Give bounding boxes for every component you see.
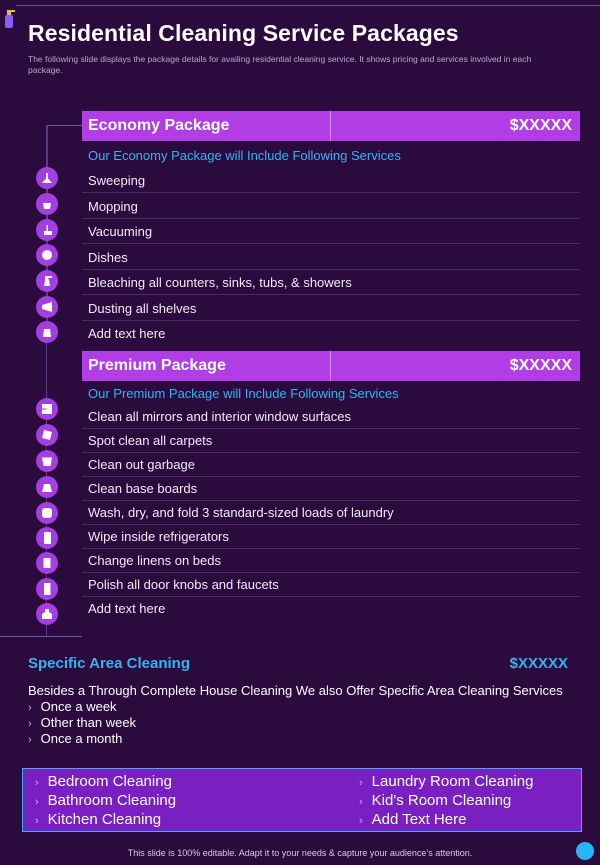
door-knob-icon	[36, 578, 58, 600]
premium-item: Change linens on beds	[82, 548, 580, 573]
left-bracket-bottom	[0, 636, 47, 637]
premium-item: Clean all mirrors and interior window surfaces	[82, 404, 580, 429]
baseboard-icon	[36, 476, 58, 498]
area-service-item: › Laundry Room Cleaning	[359, 773, 534, 790]
refrigerator-icon	[36, 527, 58, 549]
area-service-item: › Bathroom Cleaning	[35, 792, 177, 809]
specific-area-title: Specific Area Cleaning	[28, 655, 190, 672]
bullet-icon: ›	[28, 718, 32, 730]
area-services-box	[22, 768, 582, 832]
economy-intro: Our Economy Package will Include Following Services	[88, 148, 401, 163]
premium-item: Wipe inside refrigerators	[82, 524, 580, 549]
premium-item: Clean out garbage	[82, 452, 580, 477]
vacuum-icon	[36, 219, 58, 241]
premium-package-name: Premium Package	[88, 357, 226, 374]
spray-bottle-icon	[36, 270, 58, 292]
window-icon	[36, 398, 58, 420]
left-bracket-corner	[46, 125, 82, 126]
bullet-icon: ›	[28, 734, 32, 746]
dishes-icon	[36, 244, 58, 266]
premium-item: Spot clean all carpets	[82, 428, 580, 453]
bullet-icon: ›	[35, 796, 39, 808]
bed-linen-icon	[36, 552, 58, 574]
bullet-icon: ›	[35, 777, 39, 789]
economy-package-header	[82, 111, 580, 141]
economy-item: Add text here	[88, 326, 166, 341]
mop-bucket-icon	[36, 193, 58, 215]
economy-item: Vacuuming	[82, 219, 580, 244]
economy-package-name: Economy Package	[88, 117, 230, 134]
laundry-icon	[36, 502, 58, 524]
page-title: Residential Cleaning Service Packages	[28, 20, 459, 46]
footer-note: This slide is 100% editable. Adapt it to your needs & capture your audience’s attention.	[127, 848, 473, 858]
premium-item: Polish all door knobs and faucets	[82, 572, 580, 597]
economy-item: Dishes	[82, 245, 580, 270]
bullet-icon: ›	[359, 777, 363, 789]
duster-icon	[36, 296, 58, 318]
premium-item: Clean base boards	[82, 476, 580, 501]
carpet-icon	[36, 424, 58, 446]
economy-item: Bleaching all counters, sinks, tubs, & showers	[82, 270, 580, 295]
area-service-item: › Kid's Room Cleaning	[359, 792, 512, 809]
bullet-icon: ›	[359, 815, 363, 827]
garbage-icon	[36, 450, 58, 472]
economy-item: Sweeping	[82, 168, 580, 193]
area-service-item: › Add Text Here	[359, 811, 467, 828]
frequency-item: › Once a week	[28, 699, 117, 714]
specific-area-price: $XXXXX	[509, 655, 568, 672]
area-service-item: › Bedroom Cleaning	[35, 773, 172, 790]
frequency-item: › Once a month	[28, 731, 123, 746]
specific-area-description: Besides a Through Complete House Cleaning We also Offer Specific Area Cleaning Services	[28, 683, 563, 698]
economy-item: Mopping	[82, 194, 580, 219]
premium-item: Wash, dry, and fold 3 standard-sized loads of laundry	[82, 500, 580, 525]
frequency-item: › Other than week	[28, 715, 137, 730]
page-subtitle: The following slide displays the package details for availing residential cleaning service. It shows pricing and services involved in each package.	[28, 54, 532, 75]
cleaning-bag-icon	[36, 321, 58, 343]
top-border-line	[16, 5, 600, 6]
premium-package-header	[82, 351, 580, 381]
area-service-item: › Kitchen Cleaning	[35, 811, 162, 828]
premium-intro: Our Premium Package will Include Following Services	[88, 386, 399, 401]
bullet-icon: ›	[359, 796, 363, 808]
economy-item: Dusting all shelves	[82, 296, 580, 321]
accent-dot-icon	[576, 842, 594, 860]
broom-icon	[36, 167, 58, 189]
bullet-icon: ›	[28, 702, 32, 714]
spray-bottle-icon	[2, 8, 16, 30]
economy-package-price: $XXXXX	[330, 111, 580, 141]
cleaning-supplies-icon	[36, 603, 58, 625]
premium-item: Add text here	[88, 601, 166, 616]
bullet-icon: ›	[35, 815, 39, 827]
premium-package-price: $XXXXX	[330, 351, 580, 381]
